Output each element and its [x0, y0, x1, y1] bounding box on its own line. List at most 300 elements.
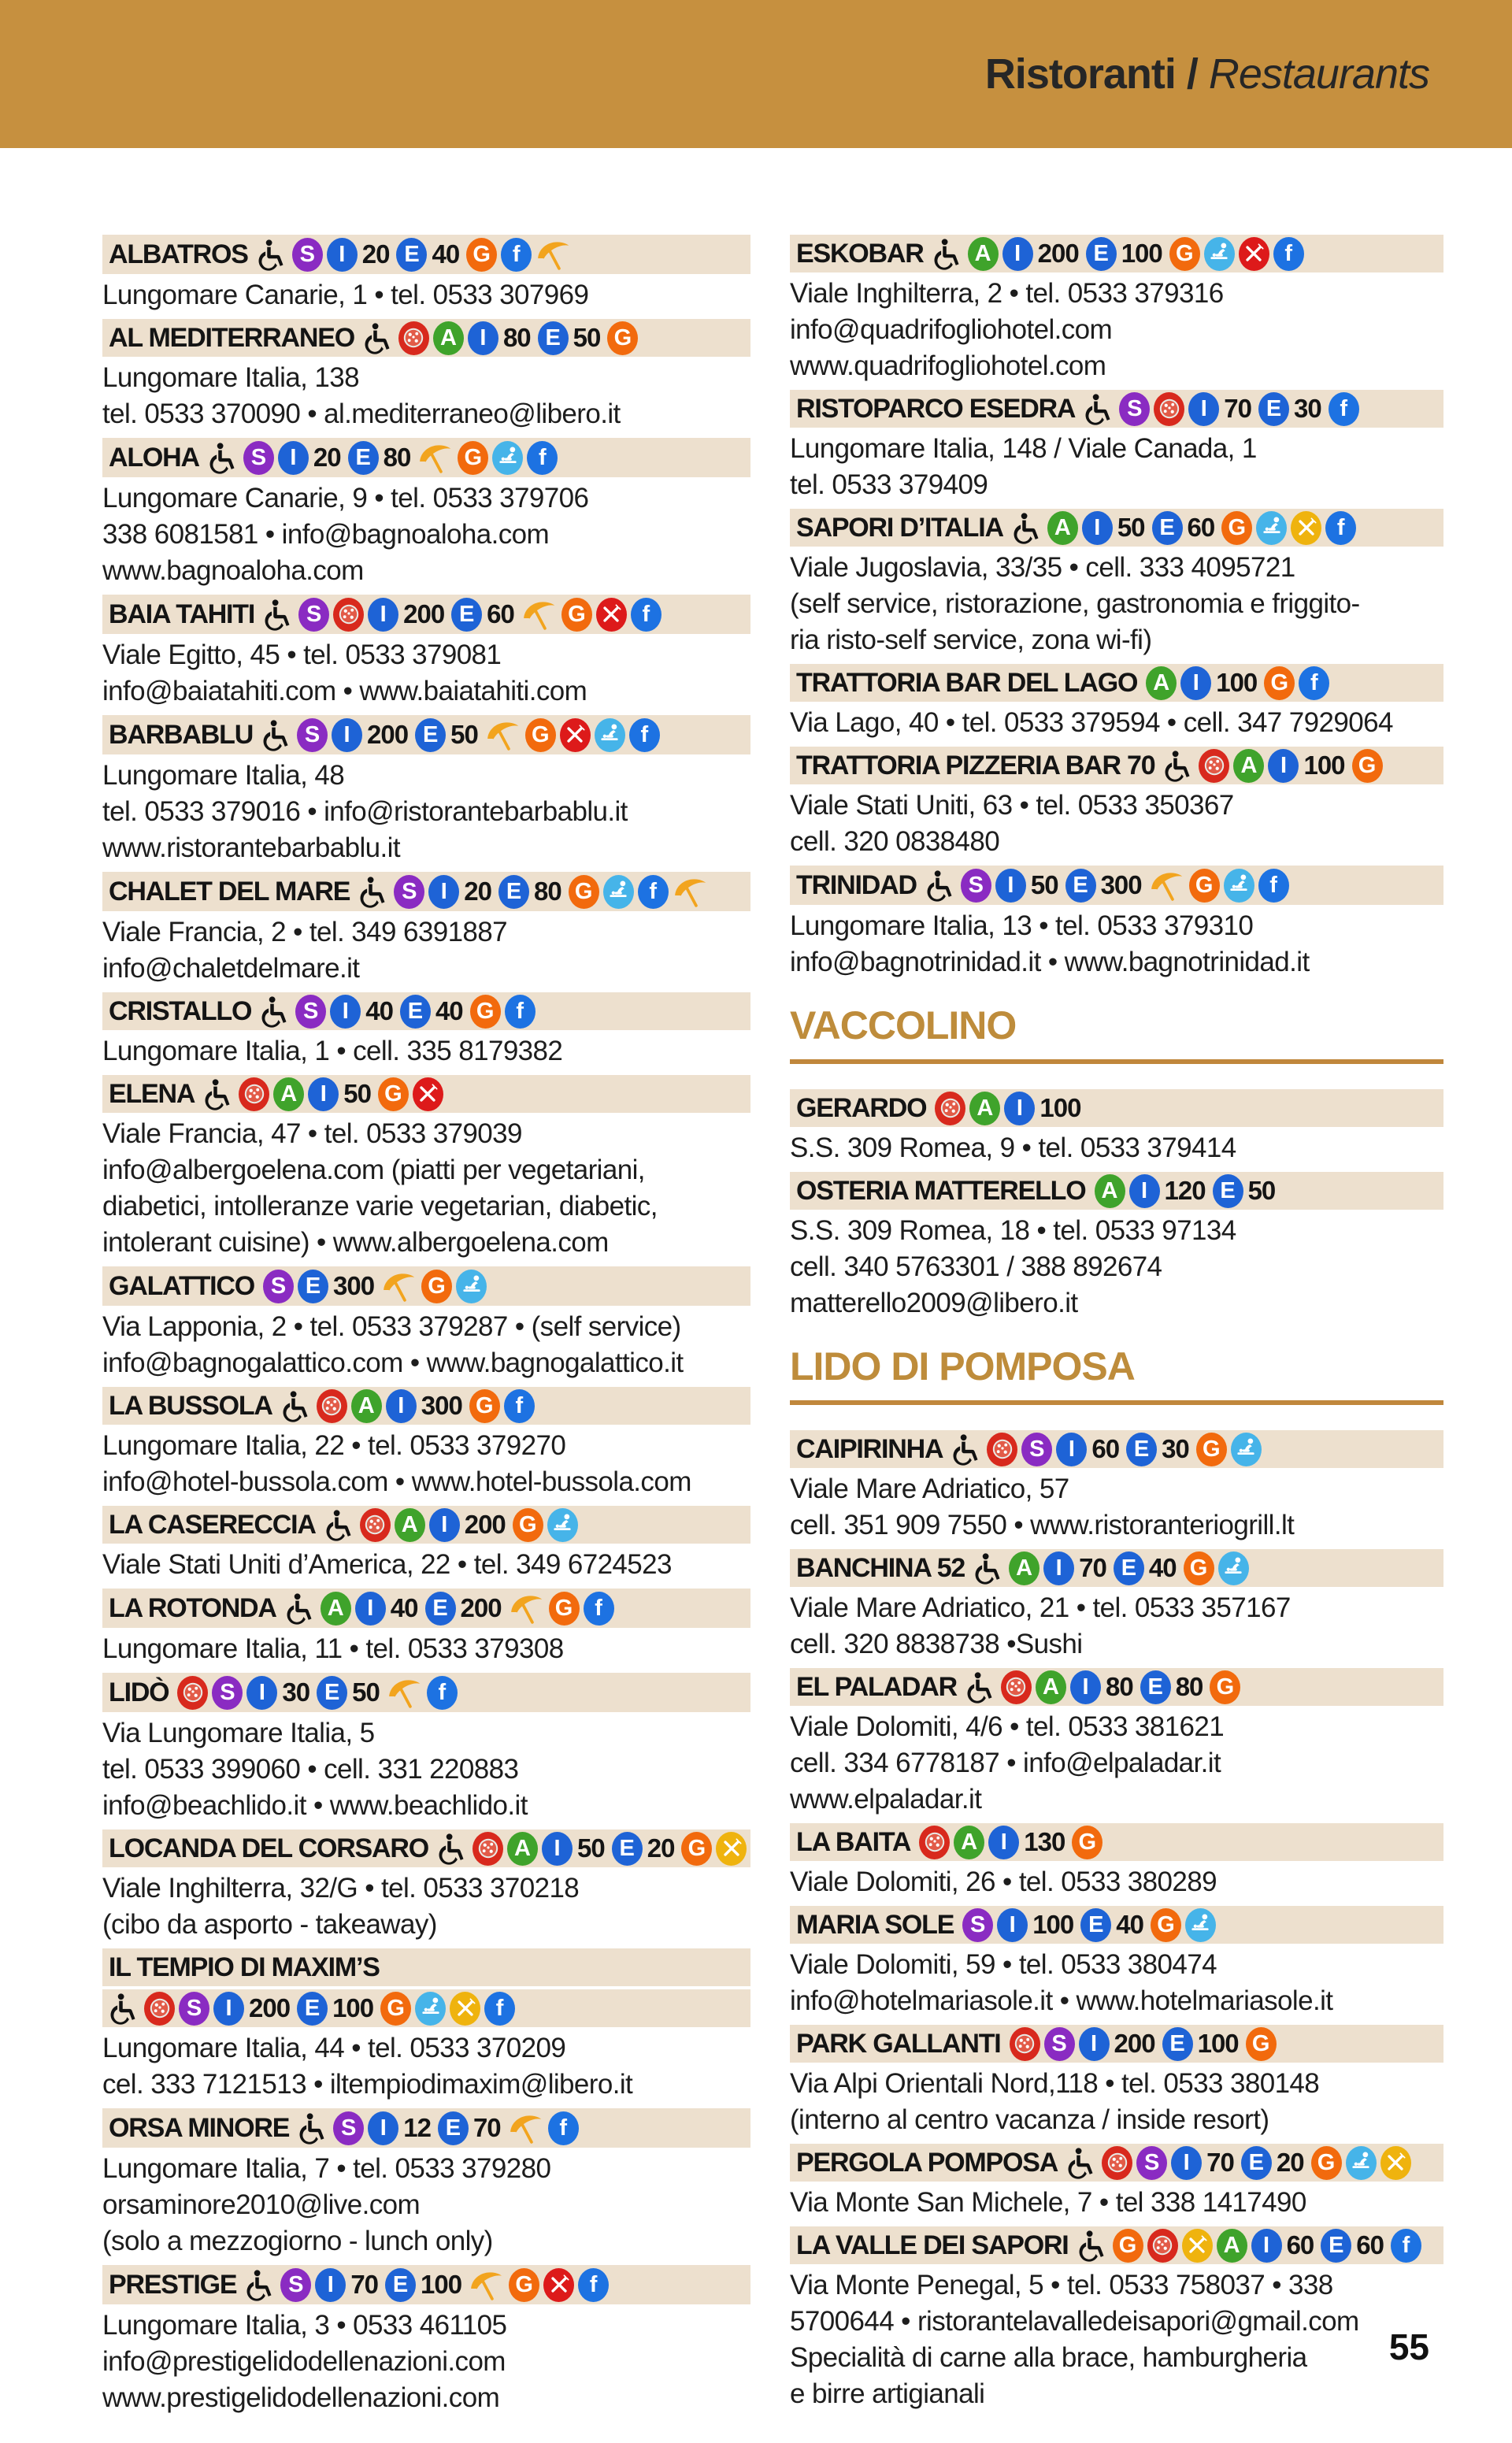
contact-line: Viale Dolomiti, 26 • tel. 0533 380289 — [790, 1867, 1217, 1897]
wheelchair-icon — [932, 236, 964, 271]
outdoor-seats-count: 60 — [487, 599, 514, 628]
restaurant-entry — [790, 1430, 1443, 1544]
contact-line: info@hotel-bussola.com • www.hotel-bussola.com — [102, 1466, 691, 1497]
wheelchair-icon — [437, 1831, 469, 1866]
outdoor-seats-count: 80 — [383, 443, 411, 472]
outdoor-seats-count: 100 — [1197, 2029, 1239, 2058]
outdoor-seats-count: 80 — [1175, 1672, 1203, 1701]
entry-title-bar — [102, 235, 750, 274]
contact-line: tel. 0533 370090 • al.mediterraneo@libero.it — [102, 399, 621, 429]
indoor-seats-count: 60 — [1091, 1434, 1120, 1463]
contact-line: cell. 320 0838480 — [790, 826, 1000, 857]
outdoor-seats-count: 40 — [432, 239, 460, 269]
contact-line: tel. 0533 379409 — [790, 469, 988, 500]
wheelchair-icon — [363, 321, 395, 355]
restaurant-name: ALOHA — [109, 442, 199, 473]
entry-title-bar — [102, 319, 750, 357]
restaurant-name: ELENA — [109, 1078, 195, 1109]
indoor-seats-count: 300 — [421, 1391, 462, 1420]
indoor-seats-count: 130 — [1024, 1827, 1065, 1856]
wheelchair-icon — [1012, 510, 1043, 545]
restaurant-entry — [790, 2226, 1443, 2412]
wheelchair-icon — [257, 237, 288, 272]
indoor-seats-count: 100 — [1032, 1910, 1074, 1939]
pizzeria-icon — [472, 1832, 503, 1866]
left-column — [102, 235, 750, 2422]
badge-i: I — [542, 1832, 573, 1866]
outdoor-seats-count: 50 — [573, 323, 601, 352]
restaurant-name: PERGOLA POMPOSA — [796, 2147, 1058, 2178]
restaurant-entry — [102, 319, 750, 432]
badge-e: E — [298, 1270, 328, 1303]
crossed-cutlery-yellow-icon — [1380, 2146, 1411, 2180]
entry-title-bar — [102, 438, 750, 477]
badge-e: E — [1213, 1174, 1243, 1208]
badge-e: E — [317, 1676, 347, 1710]
pizzeria-icon — [987, 1433, 1017, 1466]
badge-f-facebook: f — [629, 718, 660, 752]
restaurant-name: IL TEMPIO DI MAXIM’S — [109, 1952, 380, 1982]
page-number: 55 — [1388, 2326, 1429, 2367]
badge-a: A — [1036, 1670, 1066, 1704]
contact-line: Viale Jugoslavia, 33/35 • cell. 333 4095721 — [790, 552, 1295, 583]
restaurant-entry — [790, 1668, 1443, 1818]
outdoor-seats-count: 50 — [1247, 1176, 1276, 1205]
contact-line: Viale Stati Uniti d’America, 22 • tel. 349 6724523 — [102, 1549, 672, 1580]
contact-line: info@prestigelidodellenazioni.com — [102, 2346, 506, 2377]
contact-line: Viale Dolomiti, 59 • tel. 0533 380474 — [790, 1949, 1217, 1980]
contact-line: www.bagnoaloha.com — [102, 555, 364, 586]
contact-line: Viale Mare Adriatico, 57 — [790, 1474, 1069, 1504]
pizzeria-icon — [317, 1389, 347, 1423]
restaurant-entry — [102, 715, 750, 866]
entry-title-bar — [102, 2265, 750, 2304]
contact-line: info@bagnogalattico.com • www.bagnogalattico.it — [102, 1348, 684, 1378]
badge-g: G — [1184, 1551, 1214, 1585]
indoor-seats-count: 20 — [361, 239, 390, 269]
badge-i: I — [246, 1676, 277, 1710]
pizzeria-icon — [177, 1676, 208, 1710]
entry-title-bar — [102, 1266, 750, 1306]
contact-line: www.prestigelidodellenazioni.com — [102, 2382, 500, 2413]
contact-line: cell. 320 8838738 •Sushi — [790, 1629, 1083, 1659]
badge-a: A — [969, 1092, 1000, 1125]
entry-title-bar — [790, 390, 1443, 428]
contact-line: (cibo da asporto - takeaway) — [102, 1909, 437, 1940]
badge-a: A — [1009, 1551, 1040, 1585]
wheelchair-icon — [281, 1388, 313, 1423]
entry-title-bar — [102, 1829, 750, 1867]
wheelchair-icon — [973, 1551, 1005, 1585]
beach-umbrella-icon — [485, 717, 521, 753]
badge-f-facebook: f — [501, 238, 532, 272]
badge-f-facebook: f — [638, 875, 669, 909]
contact-line: info@chaletdelmare.it — [102, 953, 360, 984]
entry-title-bar — [790, 1823, 1443, 1861]
outdoor-seats-count: 300 — [332, 1271, 375, 1300]
entry-title-bar — [102, 595, 750, 634]
contact-line: info@albergoelena.com (piatti per vegetariani, — [102, 1155, 645, 1185]
badge-i: I — [1251, 2229, 1282, 2263]
badge-e: E — [1140, 1670, 1171, 1704]
badge-e: E — [400, 995, 431, 1029]
contact-line: info@hotelmariasole.it • www.hotelmariasole.it — [790, 1985, 1333, 2016]
entry-title-bar — [790, 1089, 1443, 1127]
contact-line: Lungomare Italia, 138 — [102, 362, 359, 393]
badge-g: G — [1352, 749, 1383, 783]
badge-g: G — [561, 598, 592, 632]
contact-line: cell. 351 909 7550 • www.ristoranteriogrill.lt — [790, 1510, 1295, 1540]
indoor-seats-count: 100 — [1216, 668, 1258, 697]
pizzeria-icon — [144, 1992, 175, 2026]
badge-g: G — [525, 718, 556, 752]
section-heading: VACCOLINO — [790, 1003, 1443, 1064]
contact-line: info@baiatahiti.com • www.baiatahiti.com — [102, 676, 587, 706]
wheelchair-icon — [263, 597, 295, 632]
entry-title-bar — [102, 992, 750, 1030]
beach-umbrella-icon — [521, 596, 558, 632]
outdoor-seats-count: 30 — [1162, 1434, 1189, 1463]
badge-f-facebook: f — [427, 1676, 458, 1710]
badge-e: E — [438, 2111, 469, 2145]
pizzeria-icon — [398, 321, 429, 355]
indoor-seats-count: 30 — [282, 1677, 310, 1707]
restaurant-entry — [790, 1172, 1443, 1322]
baby-changing-icon — [547, 1508, 578, 1542]
restaurant-name: ALBATROS — [109, 239, 248, 269]
contact-line: cel. 333 7121513 • iltempiodimaxim@libero.it — [102, 2069, 633, 2100]
crossed-cutlery-yellow-icon — [1182, 2229, 1213, 2263]
badge-i: I — [1070, 1670, 1101, 1704]
badge-i: I — [368, 2111, 398, 2145]
pizzeria-icon — [239, 1077, 269, 1111]
contact-line: tel. 0533 399060 • cell. 331 220883 — [102, 1754, 519, 1785]
badge-g: G — [1264, 666, 1295, 700]
wheelchair-icon — [203, 1077, 235, 1111]
badge-a: A — [1095, 1174, 1125, 1208]
outdoor-seats-count: 70 — [472, 2113, 501, 2142]
badge-i: I — [330, 995, 361, 1029]
contact-line: 338 6081581 • info@bagnoaloha.com — [102, 519, 550, 550]
pizzeria-icon — [1199, 749, 1229, 783]
contact-line: 5700644 • ristorantelavalledeisapori@gmail.com — [790, 2306, 1359, 2337]
contact-line: Via Alpi Orientali Nord,118 • tel. 0533 380148 — [790, 2068, 1320, 2099]
contact-line: Viale Mare Adriatico, 21 • tel. 0533 357167 — [790, 1592, 1291, 1623]
badge-e: E — [612, 1832, 643, 1866]
restaurant-entry — [790, 664, 1443, 741]
entry-title-bar — [102, 1506, 750, 1544]
contact-line: info@beachlido.it • www.beachlido.it — [102, 1790, 528, 1821]
section-heading: LIDO DI POMPOSA — [790, 1344, 1443, 1405]
contact-line: www.ristorantebarbablu.it — [102, 832, 400, 863]
contact-line: Via Lungomare Italia, 5 — [102, 1718, 375, 1748]
outdoor-seats-count: 40 — [1148, 1553, 1177, 1582]
indoor-seats-count: 50 — [577, 1833, 605, 1863]
entry-title-bar — [102, 872, 750, 911]
badge-g: G — [470, 995, 501, 1029]
badge-s: S — [1119, 392, 1150, 426]
badge-i: I — [1129, 1174, 1160, 1208]
indoor-seats-count: 70 — [1206, 2148, 1234, 2177]
restaurant-entry — [102, 872, 750, 987]
wheelchair-icon — [208, 440, 239, 475]
indoor-seats-count: 80 — [502, 323, 531, 352]
wheelchair-icon — [965, 1670, 997, 1704]
badge-e: E — [1241, 2146, 1272, 2180]
restaurant-name: BARBABLU — [109, 719, 254, 750]
wheelchair-icon — [285, 1591, 317, 1626]
contact-line: intolerant cuisine) • www.albergoelena.com — [102, 1227, 609, 1258]
badge-i: I — [1056, 1433, 1087, 1466]
contact-line: Viale Francia, 2 • tel. 349 6391887 — [102, 917, 508, 947]
badge-e: E — [396, 238, 427, 272]
restaurant-name: BANCHINA 52 — [796, 1552, 965, 1583]
beach-umbrella-icon — [469, 2267, 505, 2303]
restaurant-name: GERARDO — [796, 1092, 927, 1123]
badge-f-facebook: f — [505, 995, 536, 1029]
outdoor-seats-count: 200 — [460, 1593, 502, 1622]
contact-line: S.S. 309 Romea, 18 • tel. 0533 97134 — [790, 1215, 1236, 1246]
outdoor-seats-count: 40 — [435, 996, 463, 1025]
restaurant-entry — [102, 2265, 750, 2416]
badge-e: E — [538, 321, 569, 355]
baby-changing-icon — [595, 718, 625, 752]
crossed-cutlery-yellow-icon — [1291, 511, 1321, 545]
restaurant-entry — [102, 1506, 750, 1583]
badge-f-facebook: f — [584, 1592, 614, 1626]
badge-a: A — [395, 1508, 425, 1542]
badge-s: S — [298, 598, 329, 632]
baby-changing-icon — [603, 875, 634, 909]
badge-a: A — [1146, 666, 1177, 700]
restaurant-entry — [102, 1948, 750, 2103]
badge-a: A — [1047, 511, 1078, 545]
badge-g: G — [378, 1077, 409, 1111]
baby-changing-icon — [1218, 1551, 1249, 1585]
outdoor-seats-count: 40 — [1116, 1910, 1143, 1939]
contact-line: e birre artigianali — [790, 2378, 985, 2409]
restaurant-name: ORSA MINORE — [109, 2112, 290, 2143]
badge-i: I — [1004, 1092, 1035, 1125]
right-column — [790, 235, 1443, 2418]
page-title-english: Restaurants — [1208, 50, 1429, 98]
contact-line: Lungomare Italia, 22 • tel. 0533 379270 — [102, 1430, 566, 1461]
badge-e: E — [415, 718, 446, 752]
entry-title-bar — [790, 509, 1443, 547]
badge-s: S — [297, 718, 328, 752]
badge-f-facebook: f — [1391, 2229, 1421, 2263]
wheelchair-icon — [1066, 2145, 1098, 2180]
restaurant-name: ESKOBAR — [796, 238, 924, 269]
entry-title-bar — [102, 1589, 750, 1628]
contact-line: Via Lago, 40 • tel. 0533 379594 • cell. 347 7929064 — [790, 707, 1393, 738]
badge-i: I — [1188, 392, 1219, 426]
restaurant-name: TRINIDAD — [796, 869, 917, 900]
badge-i: I — [1180, 666, 1211, 700]
entry-title-bar — [790, 664, 1443, 702]
baby-changing-icon — [415, 1992, 446, 2026]
restaurant-entry — [790, 235, 1443, 384]
restaurant-name: CHALET DEL MARE — [109, 876, 350, 906]
badge-s: S — [179, 1992, 209, 2026]
indoor-seats-count: 70 — [1079, 1553, 1106, 1582]
outdoor-seats-count: 100 — [421, 2270, 462, 2299]
contact-line: Lungomare Italia, 1 • cell. 335 8179382 — [102, 1036, 563, 1066]
contact-line: (interno al centro vacanza / inside resort) — [790, 2104, 1269, 2135]
restaurant-name: CAIPIRINHA — [796, 1433, 943, 1464]
badge-i: I — [1082, 511, 1113, 545]
badge-g: G — [569, 875, 599, 909]
badge-e: E — [1086, 237, 1117, 271]
wheelchair-icon — [951, 1432, 983, 1466]
restaurant-entry — [790, 509, 1443, 658]
badge-a: A — [433, 321, 464, 355]
pizzeria-icon — [360, 1508, 391, 1542]
restaurant-name: GALATTICO — [109, 1270, 254, 1301]
badge-f-facebook: f — [1299, 666, 1329, 700]
badge-f-facebook: f — [1258, 869, 1289, 903]
contact-line: Lungomare Italia, 148 / Viale Canada, 1 — [790, 433, 1257, 464]
outdoor-seats-count: 60 — [1356, 2230, 1384, 2259]
indoor-seats-count: 200 — [403, 599, 445, 628]
entry-title-bar — [790, 2144, 1443, 2182]
indoor-seats-count: 60 — [1286, 2230, 1314, 2259]
indoor-seats-count: 70 — [350, 2270, 379, 2299]
badge-e: E — [348, 441, 379, 475]
contact-line: Specialità di carne alla brace, hamburgheria — [790, 2342, 1307, 2373]
badge-g: G — [549, 1592, 580, 1626]
restaurant-entry — [102, 992, 750, 1070]
restaurant-entry — [102, 1266, 750, 1381]
contact-line: Viale Dolomiti, 4/6 • tel. 0533 381621 — [790, 1711, 1225, 1742]
page-header — [0, 0, 1512, 148]
restaurant-entry — [102, 595, 750, 710]
badge-f-facebook: f — [504, 1389, 535, 1423]
contact-line: Viale Egitto, 45 • tel. 0533 379081 — [102, 639, 502, 670]
badge-i: I — [278, 441, 309, 475]
badge-g: G — [513, 1508, 543, 1542]
contact-line: www.elpaladar.it — [790, 1784, 982, 1815]
entry-title-bar — [790, 2226, 1443, 2264]
contact-line: Lungomare Italia, 7 • tel. 0533 379280 — [102, 2153, 551, 2184]
badge-f-facebook: f — [484, 1992, 515, 2026]
indoor-seats-count: 200 — [1037, 239, 1079, 268]
badge-g: G — [1221, 511, 1252, 545]
badge-s: S — [962, 1908, 993, 1942]
badge-g: G — [1246, 2027, 1277, 2061]
baby-changing-icon — [1204, 237, 1235, 271]
restaurant-name: LIDÒ — [109, 1677, 169, 1707]
baby-changing-icon — [1231, 1433, 1262, 1466]
badge-s: S — [263, 1270, 294, 1303]
badge-e: E — [1321, 2229, 1351, 2263]
crossed-cutlery-red-icon — [543, 2268, 574, 2302]
pizzeria-icon — [1154, 392, 1184, 426]
contact-line: Via Lapponia, 2 • tel. 0533 379287 • (self service) — [102, 1311, 681, 1342]
restaurant-entry — [790, 1089, 1443, 1166]
badge-i: I — [995, 869, 1026, 903]
badge-e: E — [1126, 1433, 1157, 1466]
contact-line: (self service, ristorazione, gastronomia e friggito- — [790, 588, 1360, 619]
contact-line: Viale Inghilterra, 2 • tel. 0533 379316 — [790, 278, 1224, 309]
badge-s: S — [1136, 2146, 1167, 2180]
badge-i: I — [988, 1826, 1019, 1859]
restaurant-name: AL MEDITERRANEO — [109, 322, 354, 353]
restaurant-name: MARIA SOLE — [796, 1909, 954, 1940]
indoor-seats-count: 100 — [1303, 751, 1345, 780]
badge-g: G — [1196, 1433, 1227, 1466]
wheelchair-icon — [1084, 391, 1115, 426]
badge-i: I — [997, 1908, 1028, 1942]
indoor-seats-count: 200 — [249, 1993, 291, 2022]
restaurant-name: TRATTORIA PIZZERIA BAR 70 — [796, 750, 1155, 780]
contact-line: (solo a mezzogiorno - lunch only) — [102, 2226, 493, 2256]
pizzeria-icon — [1147, 2229, 1178, 2263]
pizzeria-icon — [935, 1092, 965, 1125]
entry-title-bar — [790, 1549, 1443, 1587]
outdoor-seats-count: 100 — [332, 1993, 374, 2022]
contact-line: orsaminore2010@live.com — [102, 2189, 421, 2220]
beach-umbrella-icon — [536, 236, 572, 272]
badge-a: A — [954, 1826, 984, 1859]
restaurant-entry — [102, 235, 750, 313]
badge-s: S — [280, 2268, 311, 2302]
contact-line: www.quadrifogliohotel.com — [790, 350, 1106, 381]
badge-s: S — [243, 441, 274, 475]
contact-line: matterello2009@libero.it — [790, 1288, 1078, 1318]
wheelchair-icon — [324, 1507, 356, 1542]
contact-line: ria risto-self service, zona wi-fi) — [790, 625, 1152, 655]
indoor-seats-count: 200 — [1114, 2029, 1155, 2058]
contact-line: Via Monte San Michele, 7 • tel 338 1417490 — [790, 2187, 1306, 2218]
restaurant-entry — [790, 390, 1443, 503]
indoor-seats-count: 50 — [1117, 513, 1145, 542]
badge-i: I — [368, 598, 398, 632]
badge-i: I — [428, 875, 459, 909]
crossed-cutlery-red-icon — [560, 718, 591, 752]
badge-e: E — [1080, 1908, 1111, 1942]
indoor-seats-count: 12 — [403, 2113, 431, 2142]
badge-s: S — [1021, 1433, 1052, 1466]
badge-s: S — [333, 2111, 364, 2145]
baby-changing-icon — [1346, 2146, 1377, 2180]
restaurant-entry — [790, 866, 1443, 981]
badge-g: G — [380, 1992, 411, 2026]
badge-g: G — [681, 1832, 712, 1866]
badge-i: I — [468, 321, 498, 355]
badge-g: G — [458, 441, 488, 475]
restaurant-name: OSTERIA MATTERELLO — [796, 1175, 1086, 1206]
pizzeria-icon — [919, 1826, 950, 1859]
badge-g: G — [466, 238, 497, 272]
beach-umbrella-icon — [509, 1590, 545, 1626]
badge-f-facebook: f — [578, 2268, 609, 2302]
entry-title-bar — [790, 1668, 1443, 1706]
contact-line: Viale Inghilterra, 32/G • tel. 0533 370218 — [102, 1873, 580, 1904]
badge-e: E — [1065, 869, 1096, 903]
contact-line: tel. 0533 379016 • info@ristorantebarbablu.it — [102, 796, 628, 827]
contact-line: Lungomare Italia, 11 • tel. 0533 379308 — [102, 1633, 564, 1664]
outdoor-seats-count: 300 — [1100, 870, 1142, 899]
entry-title-bar — [102, 1387, 750, 1425]
contact-line: Viale Stati Uniti, 63 • tel. 0533 350367 — [790, 790, 1234, 821]
restaurant-directory — [0, 235, 1512, 2422]
entry-title-bar — [102, 2108, 750, 2148]
badge-e: E — [1258, 392, 1289, 426]
beach-umbrella-icon — [417, 439, 454, 476]
restaurant-entry — [790, 1549, 1443, 1663]
badge-a: A — [1217, 2229, 1247, 2263]
